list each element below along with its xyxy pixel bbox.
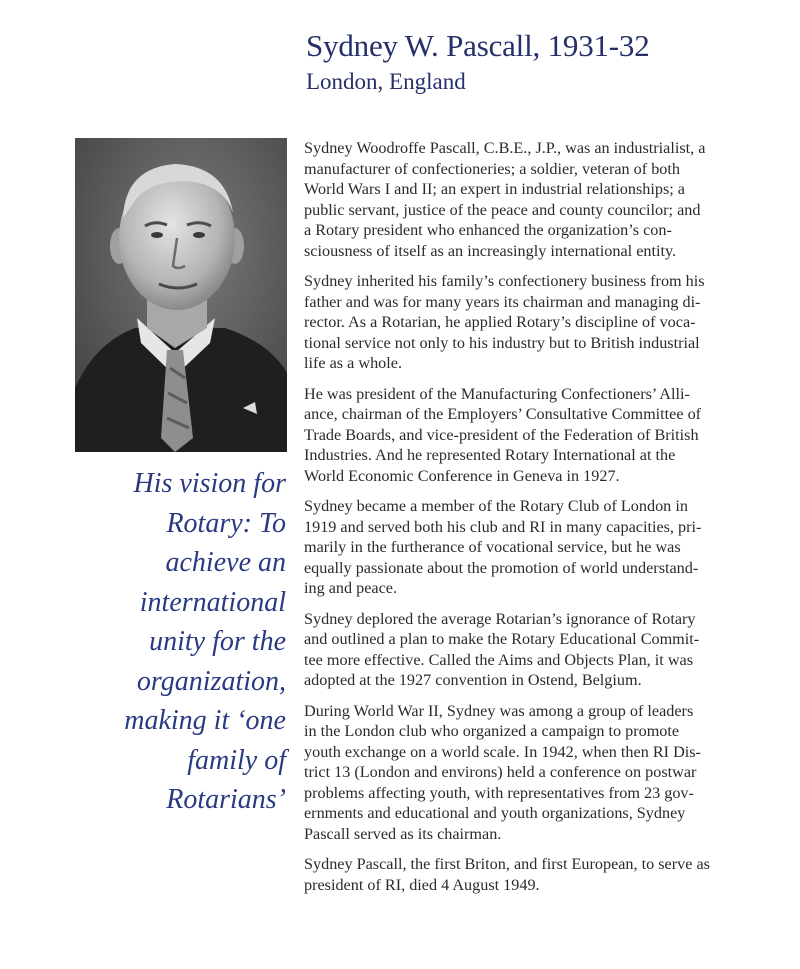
text-line: Sydney deplored the average Rotarian’s ignorance of Rotary [304, 609, 696, 628]
pull-quote [100, 464, 286, 820]
text-line: During World War II, Sydney was among a group of leaders [304, 701, 694, 720]
text-line: adopted at the 1927 convention in Ostend, Belgium. [304, 671, 642, 689]
paragraph-death [304, 854, 770, 895]
text-line: He was president of the Manufacturing Confectioners’ Alli- [304, 384, 690, 403]
text-line: Pascall served as its chairman. [304, 824, 502, 843]
biography-text [304, 138, 770, 905]
text-line: father and was for many years its chairman and managing di- [304, 292, 701, 311]
text-line: 1919 and served both his club and RI in many capacities, pri- [304, 517, 702, 536]
text-line: ing and peace. [304, 579, 398, 597]
text-line: marily in the furtherance of vocational service, but he was [304, 538, 681, 556]
text-line: trict 13 (London and environs) held a conference on postwar [304, 763, 697, 781]
text-line: tional service not only to his industry but to British industrial [304, 333, 700, 352]
text-line: life as a whole. [304, 354, 402, 372]
text-line: in the London club who organized a campaign to promote [304, 722, 680, 740]
paragraph-business [304, 271, 770, 374]
quote-line: unity for the [149, 626, 286, 657]
quote-line: Rotarians’ [166, 784, 286, 815]
text-line: Industries. And he represented Rotary International at the [304, 446, 676, 464]
text-line: ernments and educational and youth organizations, Sydney [304, 804, 686, 822]
text-line: Sydney inherited his family’s confectionery business from his [304, 272, 705, 290]
quote-line: family of [187, 744, 286, 776]
quote-line: Rotary: To [166, 507, 286, 539]
text-line: Sydney Pascall, the first Briton, and first European, to serve as [304, 855, 710, 873]
quote-line: international [139, 586, 286, 618]
quote-line: His vision for [133, 468, 286, 499]
text-line: Sydney Woodroffe Pascall, C.B.E., J.P., was an industrialist, a [304, 139, 706, 157]
text-line: rector. As a Rotarian, he applied Rotary’s discipline of voca- [304, 313, 696, 331]
text-line: public servant, justice of the peace and county councilor; and [304, 200, 701, 219]
text-line: youth exchange on a world scale. In 1942, when then RI Dis- [304, 742, 701, 761]
text-line: World Economic Conference in Geneva in 1927. [304, 466, 620, 485]
text-line: Trade Boards, and vice-president of the Federation of British [304, 425, 699, 444]
text-line: Sydney became a member of the Rotary Club of London in [304, 497, 688, 515]
quote-line: achieve an [165, 547, 286, 578]
paragraph-intro [304, 138, 770, 261]
page-subtitle: London, England [306, 69, 466, 94]
paragraph-president [304, 384, 770, 487]
text-line: and outlined a plan to make the Rotary Educational Commit- [304, 630, 700, 648]
text-line: tee more effective. Called the Aims and Objects Plan, it was [304, 650, 693, 669]
quote-line: organization, [136, 665, 286, 697]
page-title: Sydney W. Pascall, 1931-32 [306, 28, 650, 63]
text-line: a Rotary president who enhanced the organization’s con- [304, 221, 672, 239]
text-line: president of RI, died 4 August 1949. [304, 875, 540, 894]
portrait-photo-icon [75, 138, 287, 452]
paragraph-membership [304, 496, 770, 599]
text-line: ance, chairman of the Employers’ Consultative Committee of [304, 405, 702, 423]
text-line: World Wars I and II; an expert in industrial relationships; a [304, 180, 685, 198]
paragraph-war [304, 701, 770, 845]
paragraph-plan [304, 609, 770, 691]
text-line: equally passionate about the promotion of world understand- [304, 558, 699, 577]
text-line: problems affecting youth, with representatives from 23 gov- [304, 783, 694, 802]
text-line: manufacturer of confectioneries; a soldier, veteran of both [304, 159, 680, 178]
text-line: sciousness of itself as an increasingly international entity. [304, 241, 677, 260]
quote-line: making it ‘one [124, 705, 286, 736]
portrait-photo [75, 138, 287, 452]
